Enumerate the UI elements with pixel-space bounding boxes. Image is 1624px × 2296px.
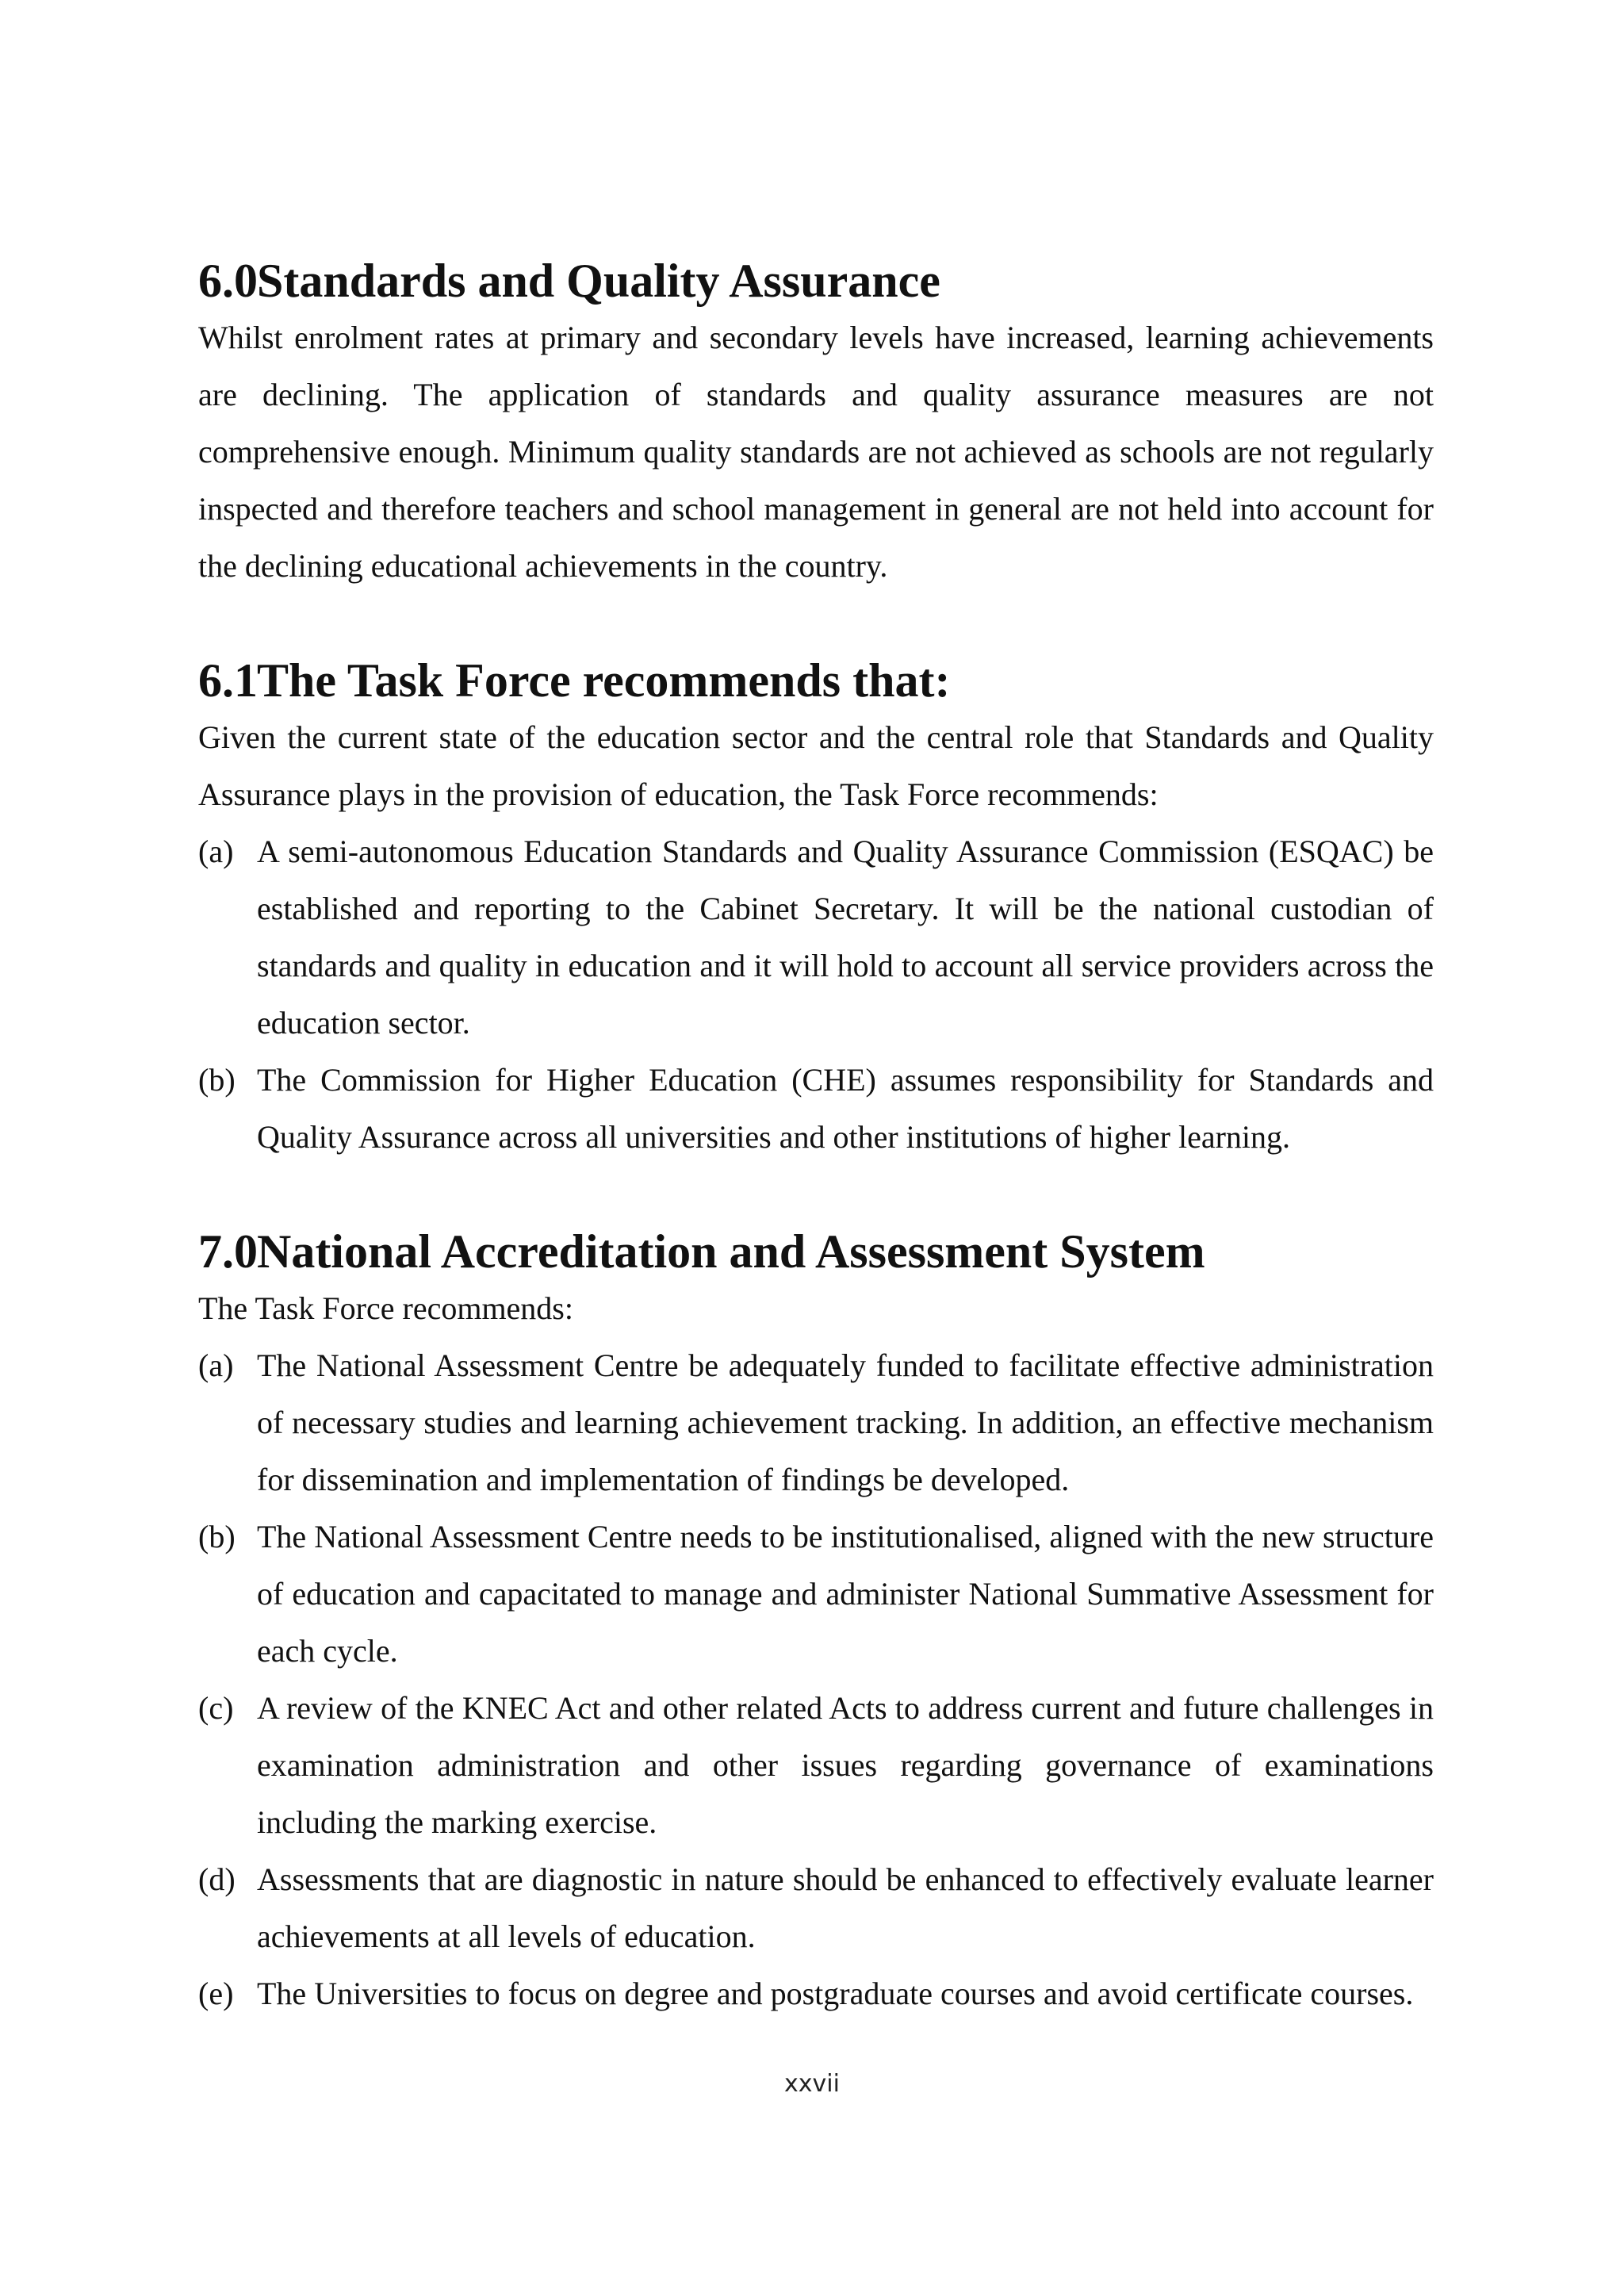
- list-item-text: The National Assessment Centre be adequately funded to facilitate effective administration of necessary studies and learning achievement tracking. In addition, an effective mechanism for dissemination and implementation of findings be developed.: [257, 1347, 1434, 1497]
- list-item-text: A semi-autonomous Education Standards and Quality Assurance Commission (ESQAC) be established and reporting to the Cabinet Secretary. It will be the national custodian of standards and quality in education and it will hold to account all service providers across the education sector.: [257, 834, 1434, 1041]
- list-marker: (c): [198, 1690, 234, 1726]
- list-item-text: The Universities to focus on degree and postgraduate courses and avoid certificate courses.: [257, 1976, 1414, 2011]
- page-content: [198, 252, 1434, 2022]
- list-marker: (b): [198, 1519, 236, 1554]
- list-item: [198, 1965, 1434, 2022]
- list-item-text: Assessments that are diagnostic in nature should be enhanced to effectively evaluate learner achievements at all levels of education.: [257, 1861, 1434, 1954]
- list-item-text: The National Assessment Centre needs to be institutionalised, aligned with the new structure of education and capacitated to manage and administer National Summative Assessment for each cycle.: [257, 1519, 1434, 1669]
- spacer: [198, 595, 1434, 652]
- list-marker: (d): [198, 1861, 236, 1897]
- list-item: [198, 1508, 1434, 1680]
- section-7-0-heading: [198, 1223, 1434, 1280]
- list-item: [198, 1337, 1434, 1508]
- list-item: [198, 823, 1434, 1052]
- list-marker: (b): [198, 1062, 236, 1098]
- list-marker: (a): [198, 1347, 234, 1383]
- page-number: xxvii: [784, 2070, 840, 2098]
- list-item: [198, 1851, 1434, 1965]
- section-6-1-title: The Task Force recommends that:: [257, 654, 951, 707]
- section-6-1-heading: [198, 652, 1434, 709]
- section-7-0-intro: The Task Force recommends:: [198, 1290, 573, 1326]
- section-6-1-number: 6.1: [198, 654, 258, 707]
- spacer: [198, 1166, 1434, 1223]
- section-6-0-heading: [198, 252, 1434, 309]
- section-6-1-intro: Given the current state of the education sector and the central role that Standards and Quality Assurance plays in the provision of education, the Task Force recommends:: [198, 719, 1434, 812]
- section-6-0-paragraph: Whilst enrolment rates at primary and secondary levels have increased, learning achievements are declining. The application of standards and quality assurance measures are not comprehensive enough. Minimum quality standards are not achieved as schools are not regularly inspected and therefore teachers and school management in general are not held into account for the declining educational achievements in the country.: [198, 320, 1434, 584]
- section-6-0-title: Standards and Quality Assurance: [257, 255, 940, 307]
- section-7-0-number: 7.0: [198, 1225, 258, 1278]
- section-7-0-title: National Accreditation and Assessment System: [257, 1225, 1205, 1278]
- section-7-0-list: [198, 1337, 1434, 2022]
- section-6-0-number: 6.0: [198, 255, 258, 307]
- list-marker: (e): [198, 1976, 234, 2011]
- section-6-1-list: [198, 823, 1434, 1166]
- list-item: [198, 1052, 1434, 1166]
- list-item: [198, 1680, 1434, 1851]
- list-item-text: A review of the KNEC Act and other related Acts to address current and future challenges in examination administration and other issues regarding governance of examinations including the marking exercise.: [257, 1690, 1434, 1840]
- list-marker: (a): [198, 834, 234, 869]
- list-item-text: The Commission for Higher Education (CHE) assumes responsibility for Standards and Quality Assurance across all universities and other institutions of higher learning.: [257, 1062, 1434, 1155]
